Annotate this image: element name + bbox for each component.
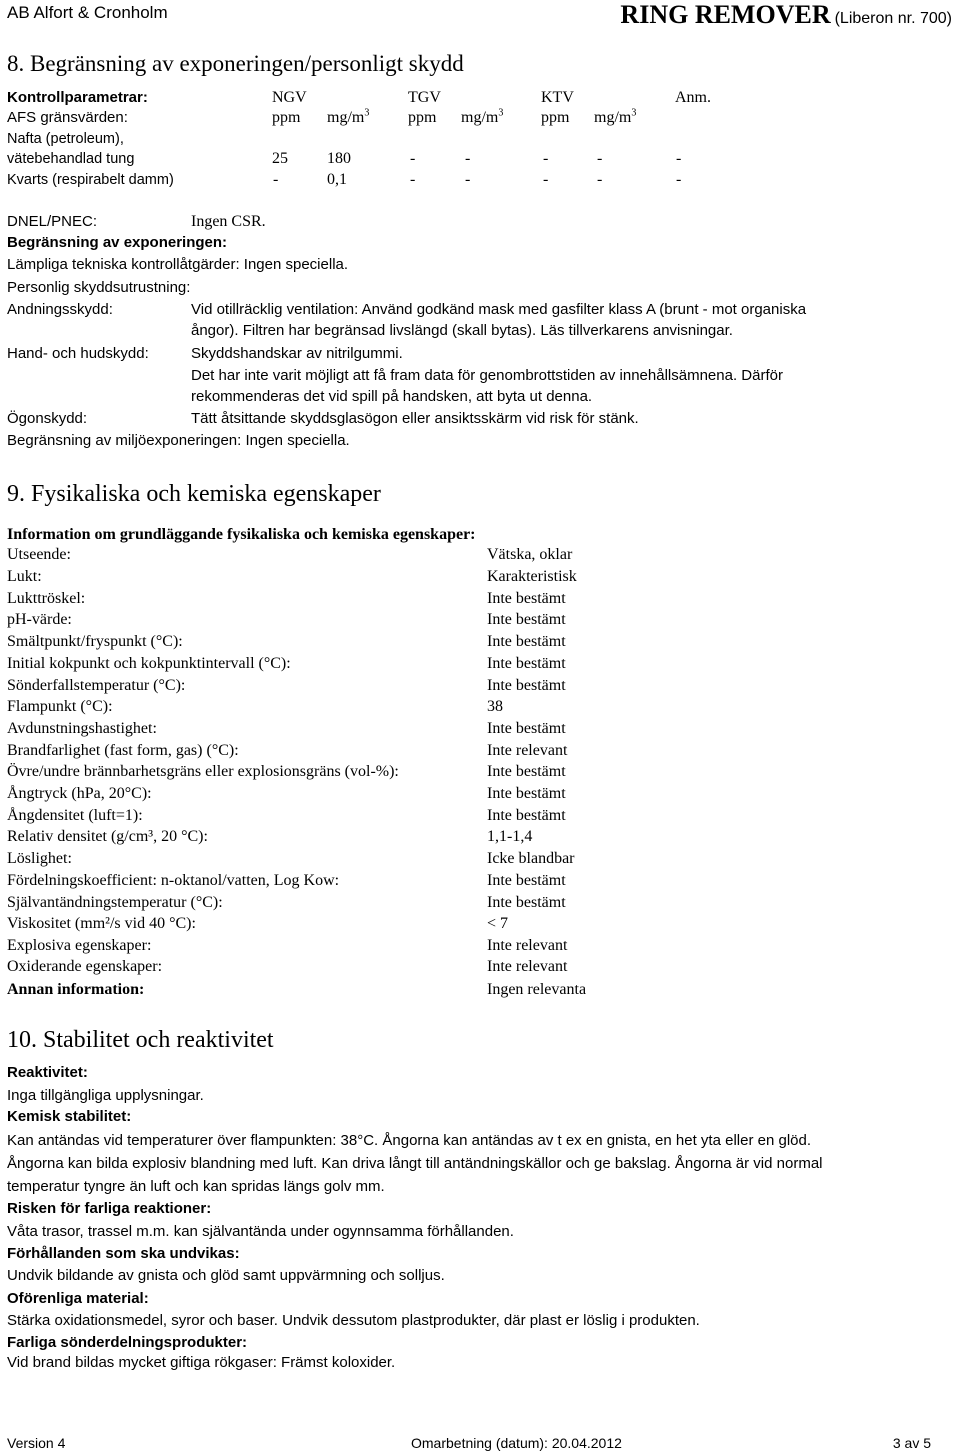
prop-label-melting-point: Smältpunkt/fryspunkt (°C): bbox=[7, 633, 183, 650]
prop-value-melting-point: Inte bestämt bbox=[487, 633, 566, 650]
eye-label: Ögonskydd: bbox=[7, 410, 88, 427]
section-8-title: 8. Begränsning av exponeringen/personligt skydd bbox=[7, 51, 464, 76]
product-number: (Liberon nr. 700) bbox=[834, 10, 952, 27]
footer-version: Version 4 bbox=[7, 1435, 66, 1451]
prop-value-explosion-limits: Inte bestämt bbox=[487, 763, 566, 780]
respiratory-line-2: ångor). Filtren har begränsad livslängd (skall bytas). Läs tillverkarens anvisningar. bbox=[191, 322, 733, 339]
prop-value-flammability: Inte relevant bbox=[487, 742, 568, 759]
prop-label-other-info: Annan information: bbox=[7, 981, 145, 998]
stability-line-1: Kan antändas vid temperaturer över flampunkten: 38°C. Ångorna kan antändas av t ex en gnista, en het yta eller en glöd. bbox=[7, 1132, 812, 1149]
row1-ktv-ppm: - bbox=[543, 150, 549, 167]
hand-line-3: rekommenderas det vid spill på handsken, att byta ut denna. bbox=[191, 388, 593, 405]
row2-ktv-ppm: - bbox=[543, 171, 549, 188]
prop-label-solubility: Löslighet: bbox=[7, 850, 72, 867]
prop-value-solubility: Icke blandbar bbox=[487, 850, 575, 867]
company-name: AB Alfort & Cronholm bbox=[7, 3, 168, 22]
dnel-value: Ingen CSR. bbox=[191, 213, 266, 230]
prop-label-flammability: Brandfarlighet (fast form, gas) (°C): bbox=[7, 742, 239, 759]
prop-value-autoignition-temp: Inte bestämt bbox=[487, 894, 566, 911]
prop-label-oxidizing: Oxiderande egenskaper: bbox=[7, 958, 163, 975]
decomposition-heading: Farliga sönderdelningsprodukter: bbox=[7, 1334, 248, 1351]
table-header-ktv: KTV bbox=[541, 89, 574, 106]
hazard-text: Våta trasor, trassel m.m. kan självantända under ogynnsamma förhållanden. bbox=[7, 1223, 514, 1240]
reactivity-text: Inga tillgängliga upplysningar. bbox=[7, 1087, 204, 1104]
info-heading: Information om grundläggande fysikaliska och kemiska egenskaper: bbox=[7, 526, 476, 543]
row1-ngv-mg: 180 bbox=[327, 150, 351, 167]
section-9-title: 9. Fysikaliska och kemiska egenskaper bbox=[7, 481, 381, 507]
row2-ngv-ppm: - bbox=[273, 171, 279, 188]
eye-value: Tätt åtsittande skyddsglasögon eller ansiktsskärm vid risk för stänk. bbox=[191, 410, 639, 427]
row2-tgv-ppm: - bbox=[410, 171, 416, 188]
decomposition-text: Vid brand bildas mycket giftiga rökgaser: Främst koloxider. bbox=[7, 1354, 396, 1371]
prop-label-decomposition-temp: Sönderfallstemperatur (°C): bbox=[7, 677, 186, 694]
unit-ktv-mgm3: $mg/m^3$ bbox=[594, 107, 637, 126]
row1-tgv-mg: - bbox=[465, 150, 471, 167]
prop-value-viscosity: < 7 bbox=[487, 915, 509, 932]
row2-anm: - bbox=[676, 171, 682, 188]
table-header-ngv: NGV bbox=[272, 89, 307, 106]
prop-label-appearance: Utseende: bbox=[7, 546, 71, 563]
row1-name-a: Nafta (petroleum), bbox=[7, 131, 124, 147]
prop-value-vapor-density: Inte bestämt bbox=[487, 807, 566, 824]
reactivity-heading: Reaktivitet: bbox=[7, 1064, 88, 1081]
stability-line-2: Ångorna kan bilda explosiv blandning med luft. Kan driva långt till antändningskällor och ge bakslag. Ångorna är vid normal bbox=[7, 1155, 823, 1172]
row1-ngv-ppm: 25 bbox=[272, 150, 288, 167]
unit-tgv-ppm: ppm bbox=[408, 109, 437, 126]
environmental-exposure: Begränsning av miljöexponeringen: Ingen speciella. bbox=[7, 432, 350, 449]
row2-name: Kvarts (respirabelt damm) bbox=[7, 172, 174, 188]
unit-ngv-mgm3: $mg/m^3$ bbox=[327, 107, 370, 126]
footer-page-number: 3 av 5 bbox=[892, 1435, 931, 1451]
hand-label: Hand- och hudskydd: bbox=[7, 345, 149, 362]
product-title bbox=[620, 0, 952, 30]
prop-label-vapor-density: Ångdensitet (luft=1): bbox=[7, 807, 143, 824]
row1-anm: - bbox=[676, 150, 682, 167]
stability-heading: Kemisk stabilitet: bbox=[7, 1108, 132, 1125]
section-10-title: 10. Stabilitet och reaktivitet bbox=[7, 1027, 274, 1053]
prop-value-vapor-pressure: Inte bestämt bbox=[487, 785, 566, 802]
prop-label-boiling-point: Initial kokpunkt och kokpunktintervall (°C): bbox=[7, 655, 291, 672]
row2-ngv-mg: 0,1 bbox=[327, 171, 347, 188]
row2-ktv-mg: - bbox=[597, 171, 603, 188]
prop-label-partition-coefficient: Fördelningskoefficient: n-oktanol/vatten, Log Kow: bbox=[7, 872, 340, 889]
row1-ktv-mg: - bbox=[597, 150, 603, 167]
row1-name-b: vätebehandlad tung bbox=[7, 151, 135, 167]
row2-tgv-mg: - bbox=[465, 171, 471, 188]
avoid-text: Undvik bildande av gnista och glöd samt uppvärmning och solljus. bbox=[7, 1267, 445, 1284]
incompatible-heading: Oförenliga material: bbox=[7, 1290, 149, 1307]
hand-line-2: Det har inte varit möjligt att få fram data för genombrottstiden av innehållsämnena. Därför bbox=[191, 367, 783, 384]
hazard-heading: Risken för farliga reaktioner: bbox=[7, 1200, 212, 1217]
table-header-anm: Anm. bbox=[675, 89, 711, 106]
prop-label-autoignition-temp: Självantändningstemperatur (°C): bbox=[7, 894, 223, 911]
prop-value-ph: Inte bestämt bbox=[487, 611, 566, 628]
prop-label-evaporation-rate: Avdunstningshastighet: bbox=[7, 720, 157, 737]
prop-value-boiling-point: Inte bestämt bbox=[487, 655, 566, 672]
prop-value-relative-density: 1,1-1,4 bbox=[487, 828, 533, 845]
table-header-label: Kontrollparametrar: bbox=[7, 89, 148, 106]
prop-label-odor: Lukt: bbox=[7, 568, 42, 585]
prop-label-explosion-limits: Övre/undre brännbarhetsgräns eller explosionsgräns (vol-%): bbox=[7, 763, 399, 780]
prop-value-odor: Karakteristisk bbox=[487, 568, 577, 585]
footer-revision: Omarbetning (datum): 20.04.2012 bbox=[411, 1435, 622, 1451]
prop-label-viscosity: Viskositet (mm²/s vid 40 °C): bbox=[7, 915, 196, 932]
unit-ktv-ppm: ppm bbox=[541, 109, 570, 126]
prop-value-partition-coefficient: Inte bestämt bbox=[487, 872, 566, 889]
prop-label-odor-threshold: Lukttröskel: bbox=[7, 590, 86, 607]
prop-label-ph: pH-värde: bbox=[7, 611, 72, 628]
prop-value-explosive: Inte relevant bbox=[487, 937, 568, 954]
avoid-heading: Förhållanden som ska undvikas: bbox=[7, 1245, 240, 1262]
incompatible-text: Stärka oxidationsmedel, syror och baser. Undvik dessutom plastprodukter, där plast er löslig i produkten. bbox=[7, 1312, 700, 1329]
prop-value-appearance: Vätska, oklar bbox=[487, 546, 573, 563]
respiratory-line-1: Vid otillräcklig ventilation: Använd godkänd mask med gasfilter klass A (brunt - mot organiska bbox=[191, 301, 807, 318]
prop-label-vapor-pressure: Ångtryck (hPa, 20°C): bbox=[7, 785, 152, 802]
hand-line-1: Skyddshandskar av nitrilgummi. bbox=[191, 345, 403, 362]
technical-controls: Lämpliga tekniska kontrollåtgärder: Ingen speciella. bbox=[7, 256, 349, 273]
prop-value-other-info: Ingen relevanta bbox=[487, 981, 587, 998]
product-name: RING REMOVER bbox=[620, 0, 831, 29]
row1-tgv-ppm: - bbox=[410, 150, 416, 167]
exposure-heading: Begränsning av exponeringen: bbox=[7, 234, 228, 251]
table-header-tgv: TGV bbox=[408, 89, 441, 106]
units-label: AFS gränsvärden: bbox=[7, 109, 128, 126]
prop-value-odor-threshold: Inte bestämt bbox=[487, 590, 566, 607]
prop-value-evaporation-rate: Inte bestämt bbox=[487, 720, 566, 737]
prop-value-flash-point: 38 bbox=[487, 698, 503, 715]
unit-tgv-mgm3: $mg/m^3$ bbox=[461, 107, 504, 126]
prop-label-explosive: Explosiva egenskaper: bbox=[7, 937, 152, 954]
prop-label-relative-density: Relativ densitet (g/cm³, 20 °C): bbox=[7, 828, 208, 845]
respiratory-label: Andningsskydd: bbox=[7, 301, 113, 318]
ppe-heading: Personlig skyddsutrustning: bbox=[7, 279, 191, 296]
dnel-label: DNEL/PNEC: bbox=[7, 213, 98, 230]
prop-value-oxidizing: Inte relevant bbox=[487, 958, 568, 975]
prop-label-flash-point: Flampunkt (°C): bbox=[7, 698, 113, 715]
unit-ngv-ppm: ppm bbox=[272, 109, 301, 126]
prop-value-decomposition-temp: Inte bestämt bbox=[487, 677, 566, 694]
stability-line-3: temperatur tyngre än luft och kan spridas längs golv mm. bbox=[7, 1178, 385, 1195]
